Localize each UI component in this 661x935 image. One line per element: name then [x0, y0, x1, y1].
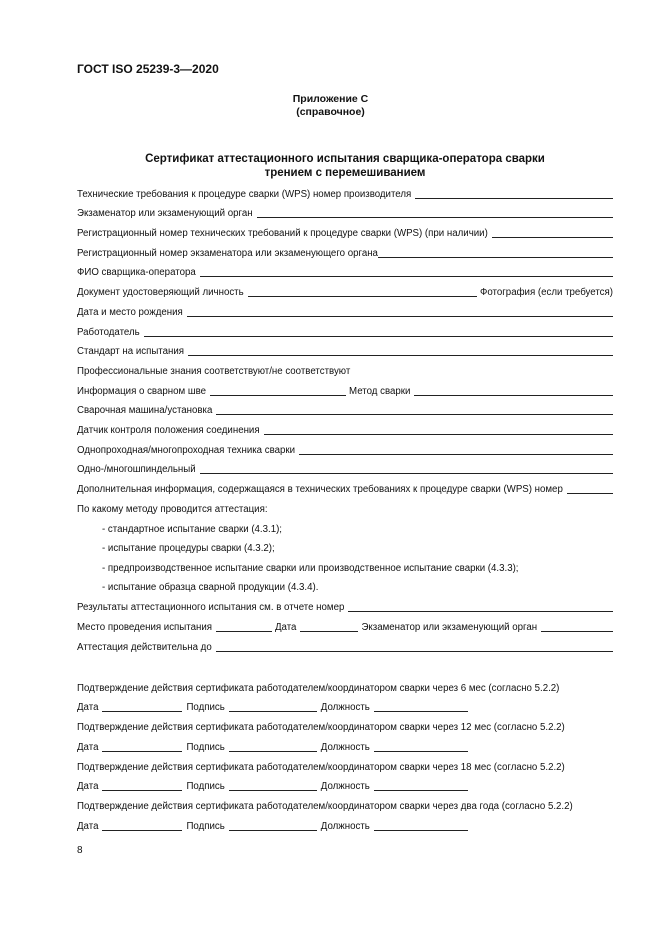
signature-row: [77, 702, 472, 713]
date-line[interactable]: [102, 742, 182, 752]
field-label: Однопроходная/многопроходная техника сварки: [77, 445, 296, 456]
fill-line[interactable]: [541, 622, 613, 632]
field-label: Дополнительная информация, содержащаяся в технических требованиях к процедуре сварки (WPS) номер: [77, 484, 563, 495]
field-label: Сварочная машина/установка: [77, 405, 213, 416]
signature-label: Подпись: [186, 702, 225, 713]
field-label: Место проведения испытания: [77, 622, 212, 633]
fill-line[interactable]: [210, 386, 346, 396]
position-label: Должность: [320, 742, 370, 753]
signature-row: [77, 821, 472, 832]
field-examiner: [77, 208, 613, 219]
fill-line[interactable]: [348, 602, 613, 612]
fill-line[interactable]: [299, 445, 613, 455]
fill-line[interactable]: [187, 307, 613, 317]
fill-line[interactable]: [200, 267, 613, 277]
field-label: Результаты аттестационного испытания см. в отчете номер: [77, 602, 345, 613]
field-spindle: [77, 464, 613, 475]
fill-line[interactable]: [188, 346, 613, 356]
field-joint-sensor: [77, 425, 613, 436]
field-machine: [77, 405, 613, 416]
field-label: Дата и место рождения: [77, 307, 183, 318]
field-label: Работодатель: [77, 327, 140, 338]
field-label: ФИО сварщика-оператора: [77, 267, 196, 278]
fill-line[interactable]: [264, 425, 613, 435]
fill-line[interactable]: [200, 464, 613, 474]
weld-method-label: Метод сварки: [349, 386, 411, 397]
field-label: Технические требования к процедуре сварки (WPS) номер производителя: [77, 189, 412, 200]
examiner-label: Экзаменатор или экзаменующий орган: [361, 622, 538, 633]
signature-label: Подпись: [186, 781, 225, 792]
fill-line[interactable]: [248, 287, 477, 297]
date-line[interactable]: [102, 781, 182, 791]
date-label: Дата: [77, 821, 99, 832]
fill-line[interactable]: [567, 484, 613, 494]
appendix-heading: [0, 93, 661, 119]
position-label: Должность: [320, 702, 370, 713]
field-label: Датчик контроля положения соединения: [77, 425, 260, 436]
fill-line[interactable]: [414, 386, 613, 396]
field-birth: [77, 307, 613, 318]
position-label: Должность: [320, 781, 370, 792]
date-label: Дата: [274, 622, 297, 633]
field-label: Стандарт на испытания: [77, 346, 185, 357]
field-label: Документ удостоверяющий личность: [77, 287, 244, 298]
field-test-place: [77, 622, 613, 633]
method-option: - испытание процедуры сварки (4.3.2);: [102, 543, 275, 554]
method-question: По какому методу проводится аттестация:: [77, 504, 268, 515]
fill-line[interactable]: [216, 642, 613, 652]
field-label: Регистрационный номер экзаменатора или экзаменующего органа: [77, 248, 378, 259]
field-label: Аттестация действительна до: [77, 642, 212, 653]
page-number: 8: [77, 845, 83, 856]
signature-line[interactable]: [229, 781, 317, 791]
field-label: Регистрационный номер технических требований к процедуре сварки (WPS) (при наличии): [77, 228, 488, 239]
photo-label: Фотография (если требуется): [480, 287, 613, 298]
fill-line[interactable]: [257, 208, 613, 218]
date-label: Дата: [77, 702, 99, 713]
confirmation-18-months: Подтверждение действия сертификата работодателем/координатором сварки через 18 мес (согласно 5.2.2): [77, 762, 565, 773]
method-option: - предпроизводственное испытание сварки или производственное испытание сварки (4.3.3);: [102, 563, 519, 574]
certificate-title-line1: Сертификат аттестационного испытания сварщика-оператора сварки: [145, 153, 545, 165]
field-test-standard: [77, 346, 613, 357]
confirmation-2-years: Подтверждение действия сертификата работодателем/координатором сварки через два года (согласно 5.2.2): [77, 801, 573, 812]
certificate-title: [0, 153, 661, 180]
field-label: Информация о сварном шве: [77, 386, 207, 397]
signature-label: Подпись: [186, 821, 225, 832]
fill-line[interactable]: [216, 405, 613, 415]
confirmation-12-months: Подтверждение действия сертификата работодателем/координатором сварки через 12 мес (согласно 5.2.2): [77, 722, 565, 733]
fill-line[interactable]: [378, 248, 613, 258]
fill-line[interactable]: [216, 622, 272, 632]
signature-line[interactable]: [229, 742, 317, 752]
knowledge-statement: Профессиональные знания соответствуют/не соответствуют: [77, 366, 351, 377]
field-additional-info: [77, 484, 613, 495]
method-option: - стандартное испытание сварки (4.3.1);: [102, 524, 283, 535]
confirmation-6-months: Подтверждение действия сертификата работодателем/координатором сварки через 6 мес (согласно 5.2.2): [77, 683, 560, 694]
field-label: Экзаменатор или экзаменующий орган: [77, 208, 253, 219]
appendix-subtitle: (справочное): [296, 106, 365, 118]
position-label: Должность: [320, 821, 370, 832]
fill-line[interactable]: [492, 228, 613, 238]
signature-line[interactable]: [229, 821, 317, 831]
date-label: Дата: [77, 781, 99, 792]
position-line[interactable]: [374, 742, 468, 752]
position-line[interactable]: [374, 821, 468, 831]
method-option: - испытание образца сварной продукции (4.3.4).: [102, 582, 319, 593]
field-operator-name: [77, 267, 613, 278]
position-line[interactable]: [374, 702, 468, 712]
field-results: [77, 602, 613, 613]
field-label: Одно-/многошпиндельный: [77, 464, 196, 475]
field-wps-reg: [77, 228, 613, 239]
field-employer: [77, 327, 613, 338]
field-examiner-reg: [77, 248, 613, 259]
standard-header: ГОСТ ISO 25239-3—2020: [77, 62, 219, 76]
field-weld-info: [77, 386, 613, 397]
fill-line[interactable]: [300, 622, 358, 632]
date-line[interactable]: [102, 821, 182, 831]
signature-label: Подпись: [186, 742, 225, 753]
fill-line[interactable]: [144, 327, 613, 337]
date-label: Дата: [77, 742, 99, 753]
field-pass-technique: [77, 445, 613, 456]
date-line[interactable]: [102, 702, 182, 712]
certificate-title-line2: трением с перемешиванием: [264, 166, 426, 179]
signature-row: [77, 781, 472, 792]
fill-line[interactable]: [415, 189, 613, 199]
field-valid-until: [77, 642, 613, 653]
signature-line[interactable]: [229, 702, 317, 712]
signature-row: [77, 742, 472, 753]
field-id-document: [77, 287, 613, 298]
appendix-title: Приложение С: [292, 93, 369, 105]
field-wps-manufacturer: [77, 189, 613, 200]
position-line[interactable]: [374, 781, 468, 791]
